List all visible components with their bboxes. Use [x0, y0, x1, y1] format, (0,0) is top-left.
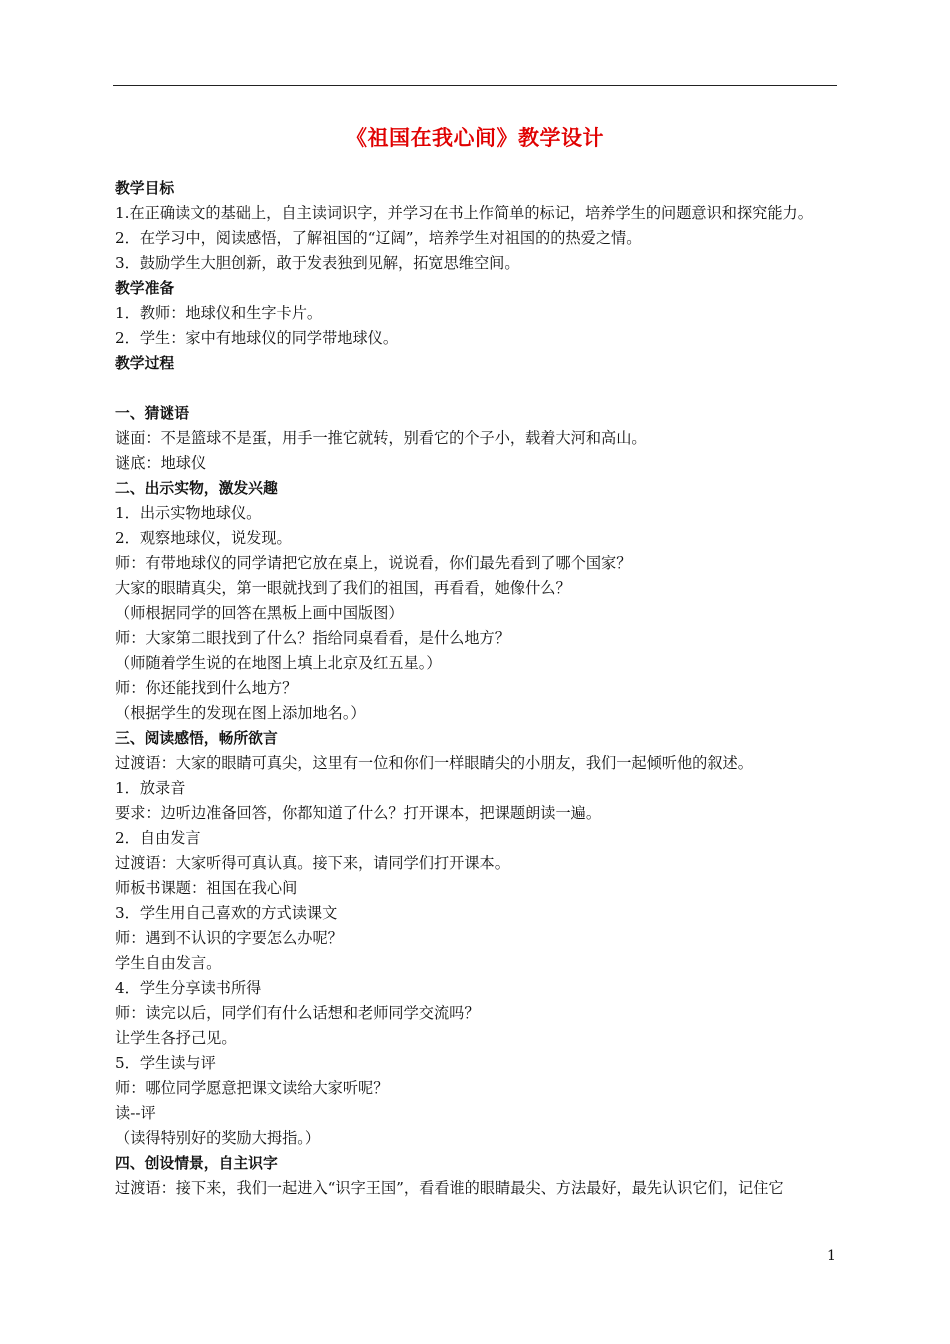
paragraph: 谜底：地球仪	[115, 454, 207, 472]
paragraph: 师：大家第二眼找到了什么？指给同桌看看，是什么地方？	[115, 629, 510, 647]
paragraph: 3．学生用自己喜欢的方式读课文	[115, 904, 338, 922]
paragraph: 学生自由发言。	[115, 954, 222, 972]
paragraph: 3．鼓励学生大胆创新，敢于发表独到见解，拓宽思维空间。	[115, 254, 520, 272]
paragraph: （师根据同学的回答在黑板上画中国版图）	[115, 604, 404, 622]
paragraph: 师：哪位同学愿意把课文读给大家听呢？	[115, 1079, 389, 1097]
paragraph: 2．学生：家中有地球仪的同学带地球仪。	[115, 329, 399, 347]
paragraph: （根据学生的发现在图上添加地名。）	[115, 704, 366, 722]
section-heading: 二、出示实物，激发兴趣	[115, 480, 278, 497]
section-heading: 四、创设情景，自主识字	[115, 1155, 278, 1172]
paragraph: 师：有带地球仪的同学请把它放在桌上，说说看，你们最先看到了哪个国家？	[115, 554, 632, 572]
paragraph: 让学生各抒己见。	[115, 1029, 237, 1047]
page-number: 1	[827, 1248, 836, 1264]
paragraph: 师：读完以后，同学们有什么话想和老师同学交流吗？	[115, 1004, 480, 1022]
section-heading: 教学准备	[115, 280, 175, 297]
paragraph: 1．教师：地球仪和生字卡片。	[115, 304, 323, 322]
section-heading: 一、猜谜语	[115, 405, 189, 422]
paragraph: 2．观察地球仪，说发现。	[115, 529, 292, 547]
paragraph: 大家的眼睛真尖，第一眼就找到了我们的祖国，再看看，她像什么？	[115, 579, 571, 597]
paragraph: 要求：边听边准备回答，你都知道了什么？打开课本，把课题朗读一遍。	[115, 804, 601, 822]
paragraph: 师：你还能找到什么地方？	[115, 679, 298, 697]
paragraph: 读--评	[115, 1104, 156, 1122]
paragraph: 过渡语：大家听得可真认真。接下来，请同学们打开课本。	[115, 854, 510, 872]
paragraph: 师：遇到不认识的字要怎么办呢？	[115, 929, 343, 947]
paragraph: 过渡语：接下来，我们一起进入“识字王国”，看看谁的眼睛最尖、方法最好，最先认识它们，记住它	[115, 1179, 784, 1197]
paragraph: 5．学生读与评	[115, 1054, 216, 1072]
document-title: 《祖国在我心间》教学设计	[346, 126, 604, 150]
paragraph: 4．学生分享读书所得	[115, 979, 262, 997]
paragraph: 师板书课题：祖国在我心间	[115, 879, 298, 897]
blank-line	[115, 376, 839, 401]
paragraph: 1.在正确读文的基础上，自主读词识字，并学习在书上作简单的标记，培养学生的问题意识和探究能力。	[115, 204, 813, 222]
paragraph: 谜面：不是篮球不是蛋，用手一推它就转，别看它的个子小，载着大河和高山。	[115, 429, 647, 447]
header-rule	[113, 85, 837, 86]
paragraph: （读得特别好的奖励大拇指。）	[115, 1129, 321, 1147]
paragraph: 2．在学习中，阅读感悟，了解祖国的“辽阔”，培养学生对祖国的的热爱之情。	[115, 229, 642, 247]
paragraph: 1．放录音	[115, 779, 186, 797]
section-heading: 教学过程	[115, 355, 175, 372]
section-heading: 三、阅读感悟，畅所欲言	[115, 730, 278, 747]
paragraph: 1．出示实物地球仪。	[115, 504, 262, 522]
paragraph: 2．自由发言	[115, 829, 201, 847]
document-body	[115, 176, 839, 1201]
paragraph: （师随着学生说的在地图上填上北京及红五星。）	[115, 654, 442, 672]
section-heading: 教学目标	[115, 180, 175, 197]
paragraph: 过渡语：大家的眼睛可真尖，这里有一位和你们一样眼睛尖的小朋友，我们一起倾听他的叙述。	[115, 754, 753, 772]
